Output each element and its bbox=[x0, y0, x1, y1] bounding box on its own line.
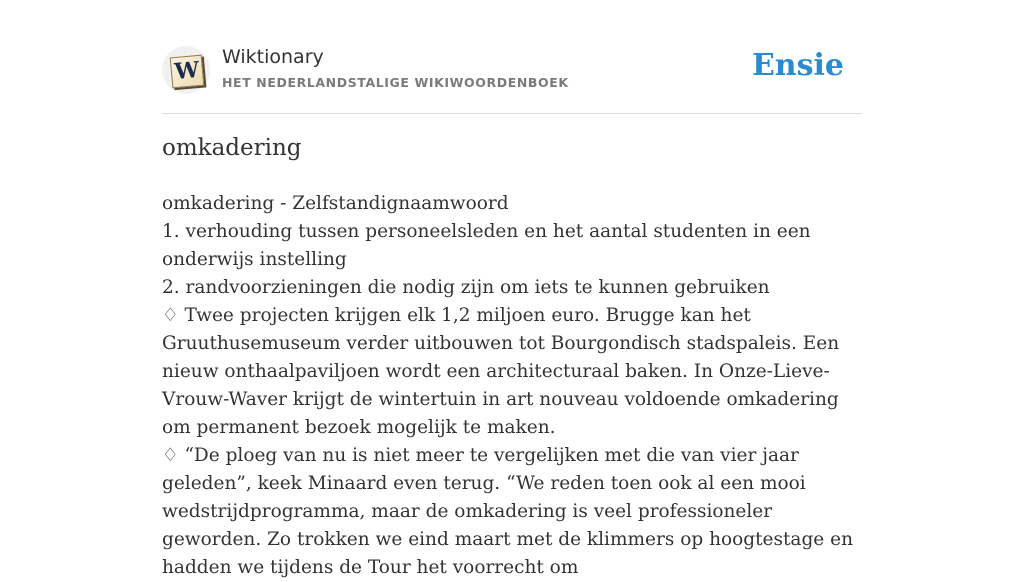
wiktionary-logo-icon[interactable] bbox=[162, 46, 210, 94]
example-1: ♢ Twee projecten krijgen elk 1,2 miljoen euro. Brugge kan het Gruuthusemuseum verder uitbouwen tot Bourgondisch stadspaleis. Een nieuw onthaalpaviljoen wordt een architecturaal baken. In Onze-Lieve-Vrouw-Waver krijgt de wintertuin in art nouveau voldoende omkadering om permanent bezoek mogelijk te maken. bbox=[162, 305, 840, 438]
logo-tile: W bbox=[170, 55, 205, 89]
site-subtitle: HET NEDERLANDSTALIGE WIKIWOORDENBOEK bbox=[222, 75, 569, 90]
example-2: ♢ “De ploeg van nu is niet meer te vergelijken met die van vier jaar geleden”, keek Minaard even terug. “We reden toen ook al een mooi wedstrijdprogramma, maar de omkadering is veel professioneler geworden. Zo trokken we eind maart met de klimmers op hoogtestage en hadden we tijdens de Tour het voorrecht om bbox=[162, 445, 853, 578]
definition-2: 2. randvoorzieningen die nodig zijn om iets te kunnen gebruiken bbox=[162, 277, 770, 298]
definition-heading: omkadering - Zelfstandignaamwoord bbox=[162, 193, 509, 214]
entry-content bbox=[162, 190, 866, 582]
ensie-brand-link[interactable]: Ensie bbox=[751, 48, 844, 83]
site-name[interactable]: Wiktionary bbox=[222, 46, 324, 68]
definition-1: 1. verhouding tussen personeelsleden en het aantal studenten in een onderwijs instelling bbox=[162, 221, 811, 270]
site-header bbox=[162, 44, 862, 100]
header-divider bbox=[162, 113, 862, 114]
page-title: omkadering bbox=[162, 135, 302, 161]
